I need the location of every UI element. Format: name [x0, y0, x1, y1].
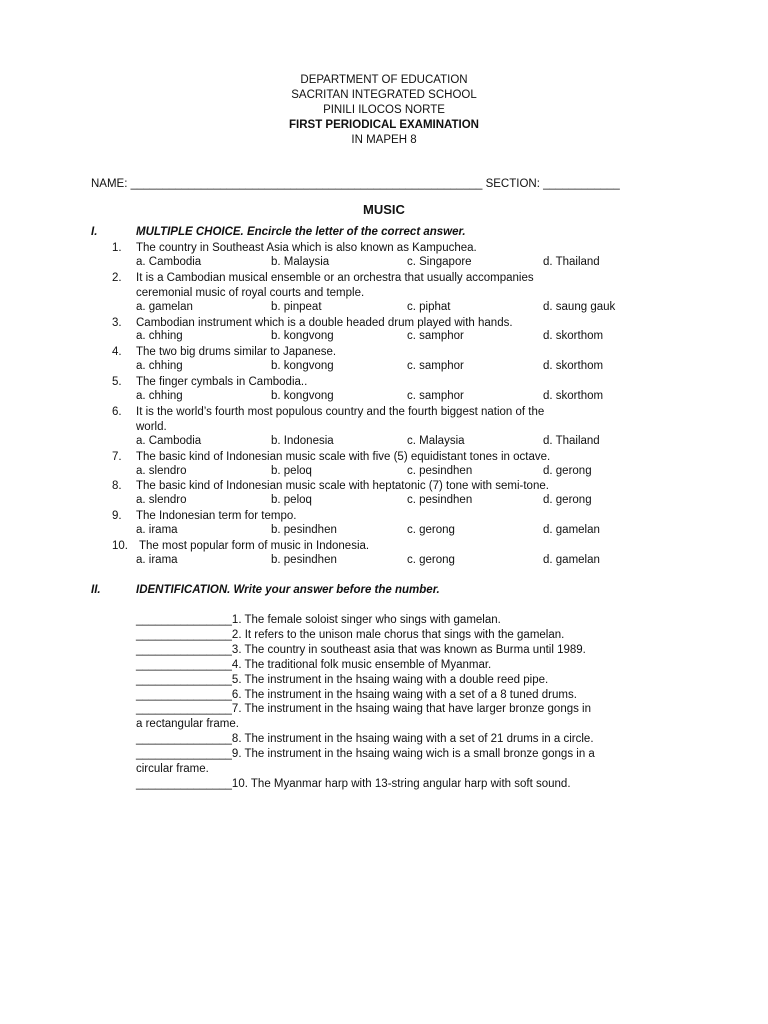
question-number: 8.: [112, 480, 122, 493]
answer-choice[interactable]: a. Cambodia: [136, 255, 202, 268]
answer-choices-row: [136, 435, 696, 450]
question-stem: The basic kind of Indonesian music scale with five (5) equidistant tones in octave.: [136, 450, 551, 463]
answer-choice[interactable]: b. Malaysia: [271, 255, 330, 268]
identification-item: a rectangular frame.: [136, 718, 239, 731]
question-number: 1.: [112, 242, 122, 254]
part1-roman: I.: [91, 226, 98, 238]
identification-item: _______________2. It refers to the unison male chorus that sings with the gamelan.: [136, 628, 565, 641]
question-stem: The most popular form of music in Indonesia.: [136, 540, 370, 552]
answer-choice[interactable]: d. gamelan: [543, 553, 600, 566]
answer-choice[interactable]: a. chhing: [136, 330, 183, 343]
answer-choice[interactable]: d. Thailand: [543, 434, 600, 447]
question-text: [112, 271, 534, 286]
identification-item: _______________5. The instrument in the hsaing waing with a double reed pipe.: [136, 673, 549, 686]
answer-choice[interactable]: d. gamelan: [543, 524, 600, 537]
question-text: [112, 450, 550, 465]
answer-choice[interactable]: d. gerong: [543, 494, 592, 507]
identification-item: _______________10. The Myanmar harp with 13-string angular harp with soft sound.: [136, 777, 571, 790]
answer-choice[interactable]: b. peloq: [271, 494, 312, 507]
identification-item: _______________1. The female soloist singer who sings with gamelan.: [136, 614, 501, 626]
question-text: [112, 539, 369, 554]
answer-choice[interactable]: c. samphor: [407, 390, 464, 402]
question-text: [112, 509, 296, 524]
answer-choice[interactable]: b. kongvong: [271, 330, 334, 343]
answer-choice[interactable]: b. kongvong: [271, 390, 334, 402]
question-stem: The Indonesian term for tempo.: [136, 510, 297, 523]
identification-item: _______________4. The traditional folk music ensemble of Myanmar.: [136, 658, 492, 671]
answer-choice[interactable]: a. irama: [136, 553, 178, 566]
answer-choices-row: [136, 330, 696, 345]
question-number: 10.: [112, 540, 128, 552]
question-number: 6.: [112, 405, 122, 418]
question-text: [112, 405, 544, 420]
answer-choices-row: [136, 301, 696, 316]
answer-choice[interactable]: b. peloq: [271, 464, 312, 477]
answer-choices-row: [136, 554, 696, 569]
answer-choice[interactable]: a. chhing: [136, 360, 183, 373]
identification-item: _______________9. The instrument in the hsaing waing wich is a small bronze gongs in a: [136, 748, 595, 761]
question-number: 5.: [112, 376, 122, 389]
question-number: 7.: [112, 450, 122, 463]
exam-title: FIRST PERIODICAL EXAMINATION: [289, 119, 479, 131]
answer-choice[interactable]: d. gerong: [543, 464, 592, 477]
answer-choices-row: [136, 256, 696, 271]
identification-item: _______________6. The instrument in the hsaing waing with a set of a 8 tuned drums.: [136, 688, 577, 701]
answer-choices-row: [136, 360, 696, 375]
exam-header: [0, 73, 768, 148]
question-stem: It is the world’s fourth most populous country and the fourth biggest nation of the: [136, 405, 545, 418]
answer-choice[interactable]: b. pesindhen: [271, 553, 337, 566]
answer-choice[interactable]: a. chhing: [136, 390, 183, 402]
part1-heading: [91, 226, 466, 238]
question-number: 2.: [112, 271, 122, 284]
subject-heading: MUSIC: [363, 202, 405, 217]
answer-choice[interactable]: b. pesindhen: [271, 524, 337, 537]
answer-choice[interactable]: a. gamelan: [136, 300, 193, 313]
question-text: [112, 316, 513, 331]
answer-choices-row: [136, 465, 696, 480]
question-number: 3.: [112, 316, 122, 329]
answer-choice[interactable]: b. kongvong: [271, 360, 334, 373]
question-stem: The two big drums similar to Japanese.: [136, 346, 337, 359]
question-stem: It is a Cambodian musical ensemble or an orchestra that usually accompanies: [136, 271, 534, 284]
answer-choice[interactable]: c. pesindhen: [407, 494, 473, 507]
answer-choice[interactable]: a. Cambodia: [136, 434, 202, 447]
answer-choice[interactable]: d. Thailand: [543, 255, 600, 268]
exam-subject-line: IN MAPEH 8: [351, 134, 417, 146]
answer-choice[interactable]: c. Malaysia: [407, 434, 465, 447]
name-section-row: NAME: _______________________________________________________ SECTION: ____________: [91, 178, 620, 190]
answer-choice[interactable]: c. samphor: [407, 360, 464, 373]
answer-choice[interactable]: c. samphor: [407, 330, 464, 343]
answer-choice[interactable]: a. irama: [136, 524, 178, 537]
part2-heading: [91, 584, 440, 596]
department-line: DEPARTMENT OF EDUCATION: [300, 74, 468, 86]
answer-choice[interactable]: d. skorthom: [543, 390, 604, 402]
answer-choice[interactable]: d. saung gauk: [543, 300, 616, 313]
answer-choice[interactable]: a. slendro: [136, 494, 187, 507]
answer-choice[interactable]: d. skorthom: [543, 330, 604, 343]
part1-instruction: MULTIPLE CHOICE. Encircle the letter of the correct answer.: [136, 226, 466, 238]
answer-choice[interactable]: a. slendro: [136, 464, 187, 477]
answer-choice[interactable]: b. Indonesia: [271, 434, 334, 447]
identification-item: _______________8. The instrument in the hsaing waing with a set of 21 drums in a circle.: [136, 733, 594, 746]
answer-choice[interactable]: c. piphat: [407, 300, 451, 313]
identification-item: _______________3. The country in southeast asia that was known as Burma until 1989.: [136, 643, 586, 656]
answer-choices-row: [136, 524, 696, 539]
question-text-continued: world.: [136, 420, 167, 433]
part2-instruction: IDENTIFICATION. Write your answer before the number.: [136, 584, 440, 596]
question-stem: The country in Southeast Asia which is also known as Kampuchea.: [136, 242, 477, 254]
answer-choices-row: [136, 494, 696, 509]
question-text: [112, 241, 477, 256]
question-stem: The finger cymbals in Cambodia..: [136, 376, 308, 389]
answer-choice[interactable]: d. skorthom: [543, 360, 604, 373]
location-line: PINILI ILOCOS NORTE: [323, 104, 445, 116]
question-number: 4.: [112, 346, 122, 359]
answer-choice[interactable]: c. gerong: [407, 553, 455, 566]
answer-choice[interactable]: b. pinpeat: [271, 300, 322, 313]
question-text: [112, 345, 336, 360]
answer-choices-row: [136, 390, 696, 405]
question-text-continued: ceremonial music of royal courts and temple.: [136, 286, 365, 299]
question-text: [112, 375, 307, 390]
answer-choice[interactable]: c. pesindhen: [407, 464, 473, 477]
question-stem: The basic kind of Indonesian music scale with heptatonic (7) tone with semi-tone.: [136, 480, 549, 493]
question-number: 9.: [112, 510, 122, 523]
school-line: SACRITAN INTEGRATED SCHOOL: [291, 89, 477, 101]
identification-item: _______________7. The instrument in the hsaing waing that have larger bronze gongs in: [136, 703, 592, 716]
identification-item: circular frame.: [136, 763, 209, 775]
question-text: [112, 479, 549, 494]
question-stem: Cambodian instrument which is a double headed drum played with hands.: [136, 316, 513, 329]
part2-roman: II.: [91, 584, 101, 596]
answer-choice[interactable]: c. Singapore: [407, 255, 472, 268]
answer-choice[interactable]: c. gerong: [407, 524, 455, 537]
